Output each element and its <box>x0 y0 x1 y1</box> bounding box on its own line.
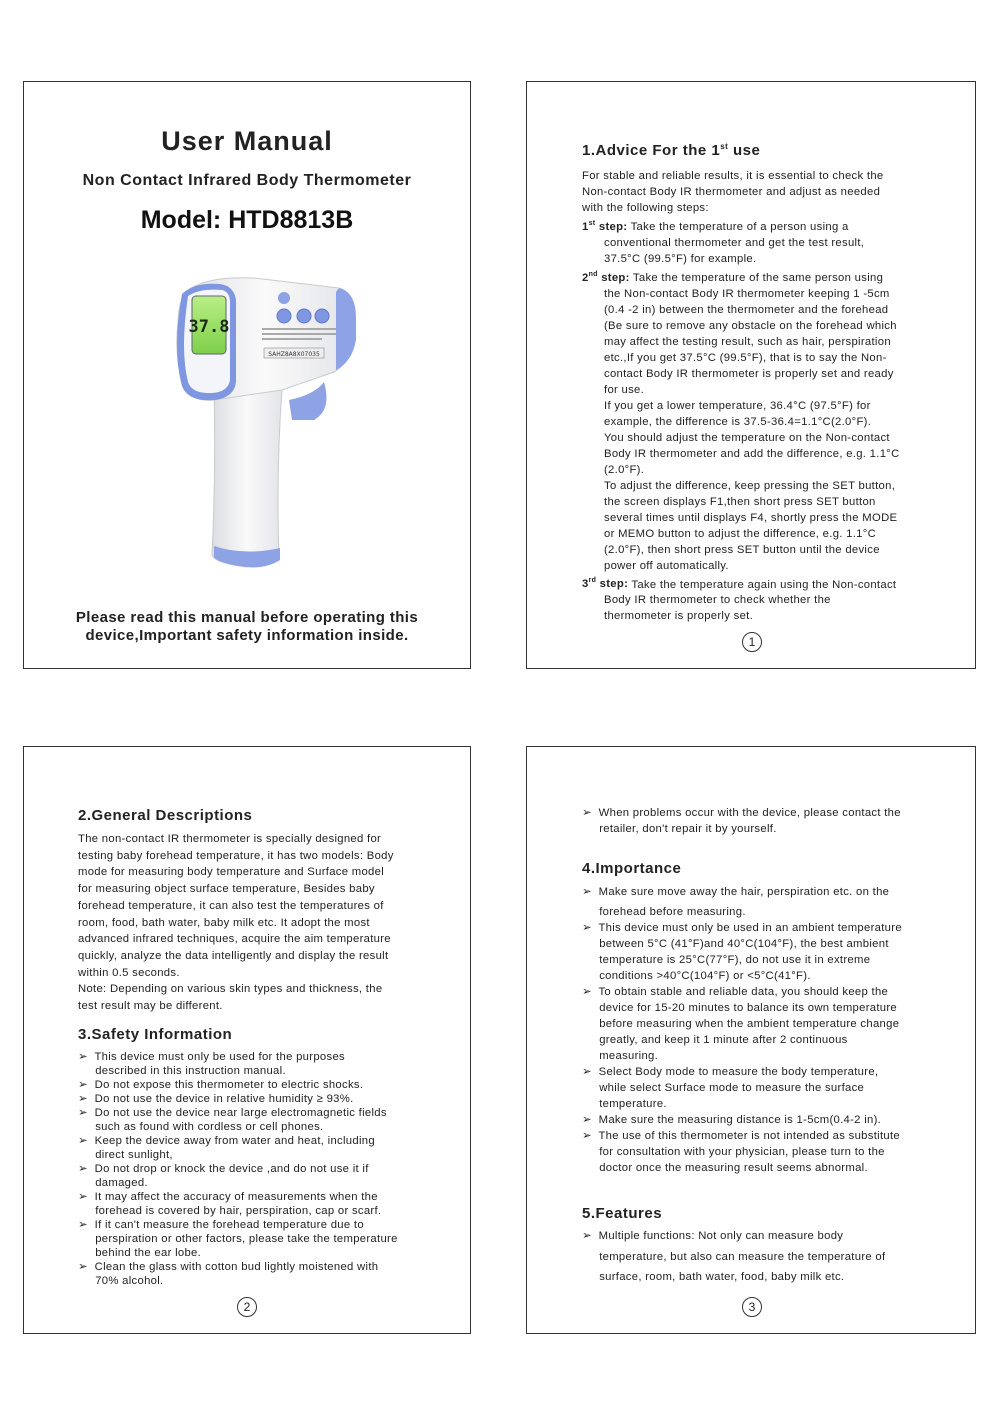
importance-body: ➢ Make sure move away the hair, perspiration etc. on the forehead before measuring. ➢ This device must only be used in an ambient temperature between 5°C (41°F)and 40°C(104°F), the best ambient temperature is 25°C(77°F), do not use it in extreme conditions >40°C(104°F) or <5°C(41°F). ➢ To obtain stable and reliable data, you should keep the device for 15-20 minutes to balance its own temperature before measuring when the ambient temperature change greatly, and keep it 1 minute after 2 continuous measuring. ➢ Select Body mode to measure the body temperature, while select Surface mode to measure the surface temperature. ➢ Make sure the measuring distance is 1-5cm(0.4-2 in). ➢ The use of this thermometer is not intended as substitute for consultation with your physician, please turn to the doctor once the measuring result seems abnormal. <box>582 886 902 1174</box>
general-body: The non-contact IR thermometer is specially designed for testing baby forehead temperature, it has two models: Body mode for measuring body temperature and Surface model for measuring object surface temperature, Besides baby forehead temperature, it can also test the temperatures of room, food, bath water, baby milk etc. It adopt the most advanced infrared techniques, acquire the aim temperature quickly, analyze the data intelligently and display the result within 0.5 seconds. Note: Depending on various skin types and thickness, the test result may be different. <box>78 833 394 1013</box>
cover-page <box>23 81 471 669</box>
step3-label: 3rd step: <box>582 577 629 591</box>
page-number-1: 1 <box>742 632 762 652</box>
model-number: Model: HTD8813B <box>140 206 354 234</box>
safety-heading: 3.Safety Information <box>78 1026 233 1043</box>
step2-label: 2nd step: <box>582 270 630 284</box>
page-number-3: 3 <box>742 1297 762 1317</box>
features-body: ➢ Multiple functions: Not only can measure body temperature, but also can measure the temperature of surface, room, bath water, food, baby milk etc. <box>582 1230 886 1283</box>
safety-body: ➢ This device must only be used for the purposes described in this instruction manual. ➢ Do not expose this thermometer to electric shocks. ➢ Do not use the device in relative humidity ≥ 93%. ➢ Do not use the device near large electromagnetic fields such as found with cordless or cell phones. ➢ Keep the device away from water and heat, including direct sunlight, ➢ Do not drop or knock the device ,and do not use it if damaged. ➢ It may affect the accuracy of measurements when the forehead is covered by hair, perspiration, cap or scarf. ➢ If it can't measure the forehead temperature due to perspiration or other factors, please take the temperature behind the ear lobe. ➢ Clean the glass with cotton bud lightly moistened with 70% alcohol. <box>78 1051 398 1287</box>
advice-heading: 1.Advice For the 1st use <box>582 142 761 159</box>
lcd-reading: 37.8 <box>188 317 230 337</box>
general-safety-page <box>23 746 471 1334</box>
features-heading: 5.Features <box>582 1205 663 1222</box>
thermometer-image <box>164 270 364 580</box>
general-heading: 2.General Descriptions <box>78 807 253 824</box>
step1-label: 1st step: <box>582 220 628 233</box>
importance-pre: ➢ When problems occur with the device, please contact the retailer, don't repair it by yourself. <box>582 807 901 835</box>
importance-heading: 4.Importance <box>582 860 682 877</box>
advice-page <box>526 81 976 669</box>
manual-title: User Manual <box>161 126 333 156</box>
importance-features-page <box>526 746 976 1334</box>
product-subtitle: Non Contact Infrared Body Thermometer <box>82 172 412 189</box>
advice-body: For stable and reliable results, it is essential to check the Non-contact Body IR thermometer and adjust as needed with the following steps: 1st step: Take the temperature of a person using a conventional thermometer and get the test result, 37.5°C (99.5°F) for example. 2nd step: Take the temperature of the same person using the Non-contact Body IR thermometer keeping 1 -5cm (0.4 -2 in) between the thermometer and the forehead (Be sure to remove any obstacle on the forehead which may affect the testing result, such as hair, perspiration etc.,If you get 37.5°C (99.5°F), that is to say the Non- contact Body IR thermometer is properly set and ready for use. If you get a lower temperature, 36.4°C (97.5°F) for example, the difference is 37.5-36.4=1.1°C(2.0°F). You should adjust the temperature on the Non-contact Body IR thermometer and add the difference, e.g. 1.1°C (2.0°F). To adjust the difference, keep pressing the SET button, the screen displays F1,then short press SET button several times until displays F4, shortly press the MODE or MEMO button to adjust the difference, e.g. 1.1°C (2.0°F), then short press SET button until the device power off automatically. 3rd step: Take the temperature again using the Non-contact Body IR thermometer to check whether the thermometer is properly set. <box>582 170 900 623</box>
serial-sticker: SAHZ8A8X07035 <box>268 351 320 358</box>
cover-warning: Please read this manual before operating this device,Important safety information inside. <box>75 609 419 644</box>
page-number-2: 2 <box>237 1297 257 1317</box>
